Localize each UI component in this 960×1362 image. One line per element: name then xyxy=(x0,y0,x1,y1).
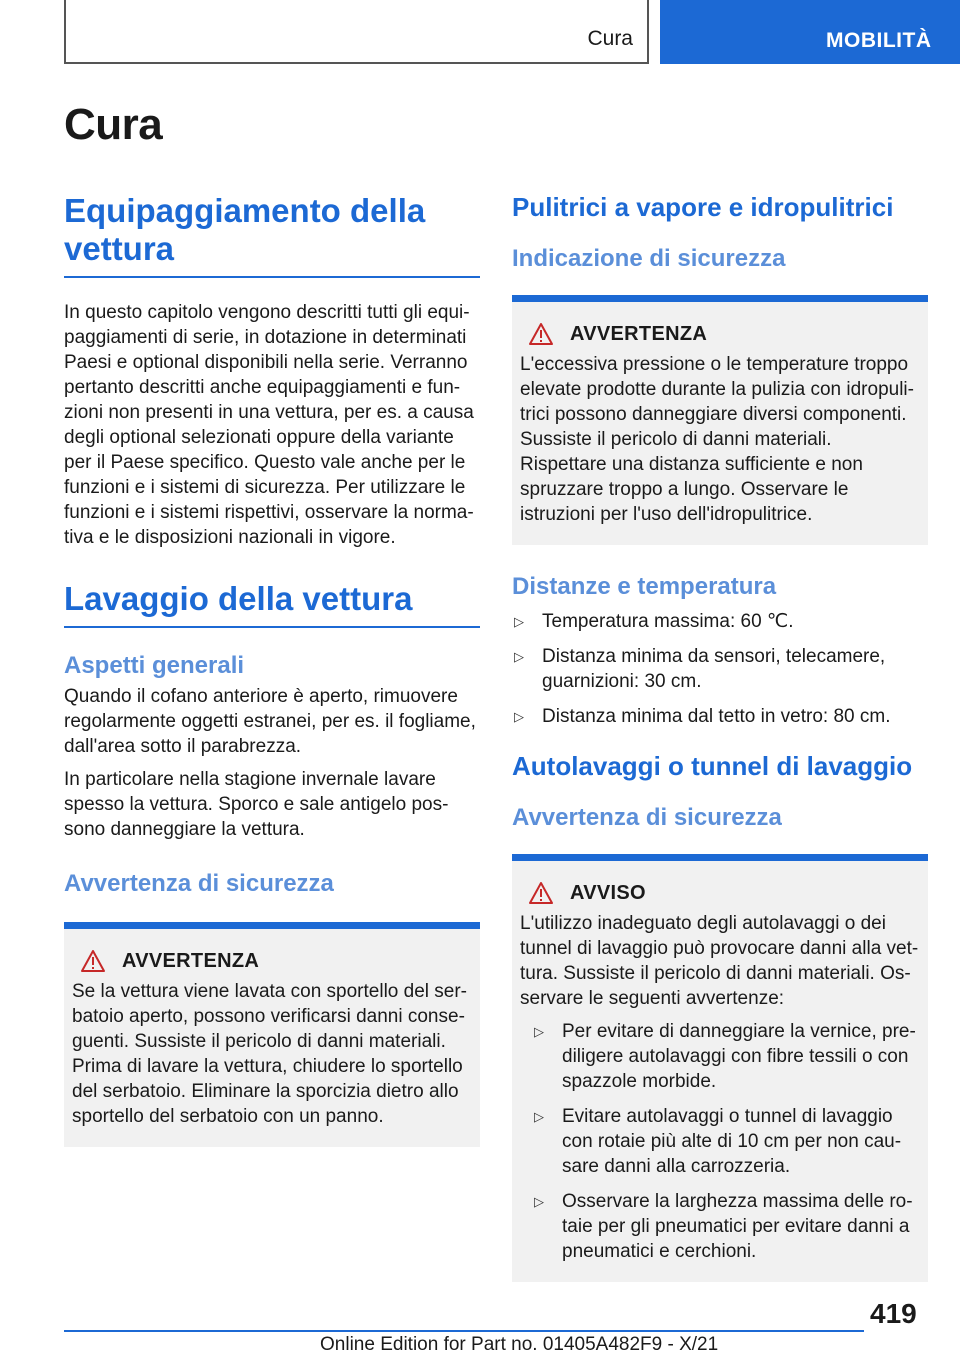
triangle-bullet-icon: ▷ xyxy=(514,649,524,664)
right-column xyxy=(512,192,928,1282)
warning-box-pulitrici xyxy=(512,295,928,545)
warning-header xyxy=(72,949,472,973)
triangle-bullet-icon: ▷ xyxy=(534,1024,544,1039)
list-item: ▷ Osservare la larghezza massima delle rotaie per gli pneumatici per evitare danni a pneumatici e cerchioni. xyxy=(534,1191,913,1262)
left-column xyxy=(64,192,480,1147)
warning-triangle-icon xyxy=(528,322,554,346)
notice-title: AVVISO xyxy=(570,881,646,904)
heading-avvertenza-sicurezza-2: Avvertenza di sicurezza xyxy=(512,804,782,831)
paragraph-aspetti-1: Quando il cofano anteriore è aperto, rimuovere regolarmente oggetti estranei, per es. il fogliame, dall'area sotto il parabrezza. xyxy=(64,686,476,757)
paragraph-aspetti-2: In particolare nella stagione invernale lavare spesso la vettura. Sporco e sale antigelo possono danneggiare la vettura. xyxy=(64,769,449,840)
heading-distanze: Distanze e temperatura xyxy=(512,573,777,600)
heading-aspetti-generali: Aspetti generali xyxy=(64,652,245,679)
triangle-bullet-icon: ▷ xyxy=(514,709,524,724)
heading-pulitrici: Pulitrici a vapore e idropulitrici xyxy=(512,192,894,222)
heading-avvertenza-sicurezza: Avvertenza di sicurezza xyxy=(64,870,334,897)
notice-box-autolavaggi xyxy=(512,854,928,1282)
list-item: ▷ Distanza minima da sensori, telecamere, guarnizioni: 30 cm. xyxy=(514,646,886,692)
triangle-bullet-icon: ▷ xyxy=(534,1109,544,1124)
warning-header-pulitrici xyxy=(520,322,920,346)
warning-triangle-icon xyxy=(528,881,554,905)
heading-lavaggio: Lavaggio della vettura xyxy=(64,580,480,628)
list-distanze xyxy=(512,609,928,729)
heading-indicazione-sicurezza: Indicazione di sicurezza xyxy=(512,245,786,272)
warning-title: AVVERTENZA xyxy=(122,949,260,972)
list-item: ▷ Evitare autolavaggi o tunnel di lavaggio con rotaie più alte di 10 cm per non causare danni alla carrozzeria. xyxy=(534,1106,902,1177)
header-section-tab xyxy=(64,0,649,64)
page-title: Cura xyxy=(64,100,163,149)
heading-autolavaggi: Autolavaggi o tunnel di lavaggio xyxy=(512,751,913,781)
notice-text: L'utilizzo inadeguato degli autolavaggi o dei tunnel di lavaggio può provocare danni alla vettura. Sussiste il pericolo di danni materiali. Osservare le seguenti avvertenze: xyxy=(520,913,919,1009)
notice-header xyxy=(520,881,920,905)
warning-triangle-icon xyxy=(80,949,106,973)
list-item: ▷ Temperatura massima: 60 ℃. xyxy=(514,611,794,632)
triangle-bullet-icon: ▷ xyxy=(514,614,524,629)
warning-text: L'eccessiva pressione o le temperature troppo elevate prodotte durante la pulizia con idropulitrici possono danneggiare diversi componenti. Sussiste il pericolo di danni materiali. Rispettare una distanza sufficiente e non spruzzare troppo a lungo. Osservare le istruzioni per l'uso dell'idropulitrice. xyxy=(520,354,914,525)
header-chapter-tab[interactable] xyxy=(660,0,960,64)
footer-edition: Online Edition for Part no. 01405A482F9 - X/21 xyxy=(320,1334,719,1355)
warning-text: Se la vettura viene lavata con sportello del serbatoio aperto, possono verificarsi danni conseguenti. Sussiste il pericolo di danni materiali. Prima di lavare la vettura, chiudere lo sportello del serbatoio. Eliminare la sporcizia dietro allo sportello del serbatoio con un panno. xyxy=(72,981,467,1127)
warning-title: AVVERTENZA xyxy=(570,322,708,345)
paragraph-equipaggiamento: In questo capitolo vengono descritti tutti gli equipaggiamenti di serie, in dotazione in determinati Paesi e optional disponibili nella serie. Verranno pertanto descritti anche equipaggiamenti e funzioni non presenti in una vettura, per es. a causa degli optional selezionati oppure della variante per il Paese specifico. Questo vale anche per le funzioni e i sistemi di sicurezza. Per utilizzare le funzioni e i sistemi rispettivi, osservare la normativa e le disposizioni nazionali in vigore. xyxy=(64,302,474,548)
footer-rule xyxy=(64,1330,864,1332)
page-number: 419 xyxy=(870,1298,917,1329)
header-section-label: Cura xyxy=(587,27,633,50)
list-item: ▷ Distanza minima dal tetto in vetro: 80 cm. xyxy=(514,706,891,727)
list-item: ▷ Per evitare di danneggiare la vernice, prediligere autolavaggi con fibre tessili o con spazzole morbide. xyxy=(534,1021,916,1092)
heading-equipaggiamento: Equipaggiamento della vettura xyxy=(64,192,480,278)
header-chapter-label: MOBILITÀ xyxy=(826,29,932,52)
warning-box xyxy=(64,922,480,1147)
triangle-bullet-icon: ▷ xyxy=(534,1194,544,1209)
